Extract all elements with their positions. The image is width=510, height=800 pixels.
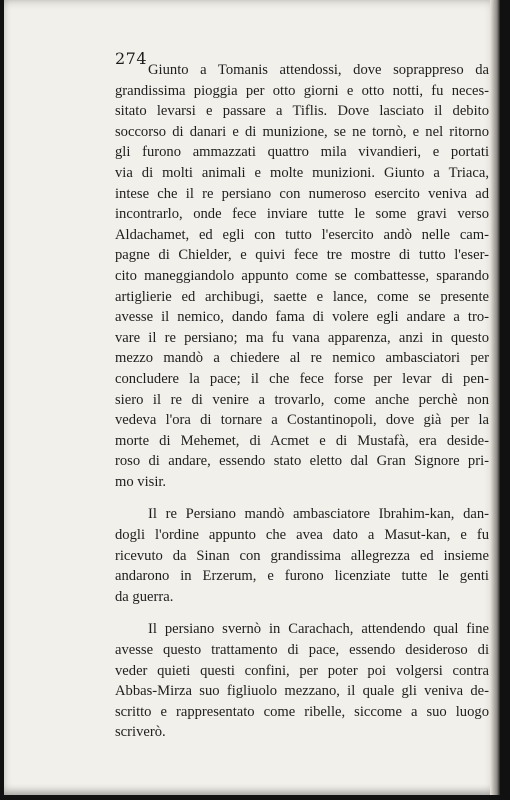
text-line: vedeva l'ora di tornare a Costantinopoli, dove già per la — [115, 412, 489, 429]
text-line: Abbas-Mirza suo figliuolo mezzano, il quale gli veniva de- — [115, 683, 489, 700]
text-line: Il persiano svernò in Carachach, attendendo qual fine — [148, 621, 489, 638]
text-line: Il re Persiano mandò ambasciatore Ibrahim-kan, dan- — [148, 506, 489, 523]
paragraph-gap — [115, 607, 489, 619]
text-line: ricevuto da Sinan con grandissima allegrezza ed insieme — [115, 547, 489, 564]
text-line: concludere la pace; il che fece forse per levar di pen- — [115, 370, 489, 387]
text-line: Aldachamet, ed egli con tutto l'esercito andò nelle cam- — [115, 226, 489, 243]
text-line: pagne di Chielder, e quivi fece tre mostre di tutto l'eser- — [115, 247, 489, 264]
text-line: incontrarlo, onde fece inviare tutte le some gravi verso — [115, 206, 489, 223]
text-line: intese che il re persiano con numeroso esercito veniva ad — [115, 185, 489, 202]
text-line: via di molti animali e molte munizioni. Giunto a Triaca, — [115, 164, 489, 181]
text-line: cito maneggiandolo appunto come se combattesse, sparando — [115, 267, 489, 284]
text-line: sitato levarsi e passare a Tiflis. Dove lasciato il debito — [115, 103, 489, 120]
text-line: Giunto a Tomanis attendossi, dove soprappreso da — [148, 62, 489, 78]
text-line: grandissima pioggia per otto giorni e otto notti, fu neces- — [115, 82, 489, 99]
book-page — [4, 0, 500, 795]
text-line: scritto e rappresentato come ribelle, siccome a suo luogo — [115, 703, 489, 720]
paragraph-1 — [115, 60, 489, 492]
paragraph-gap — [115, 492, 489, 504]
text-line: artiglierie ed archibugi, saette e lance, come se presente — [115, 288, 489, 305]
text-line: avesse il nemico, dando fama di volere egli andare a tro- — [115, 309, 489, 326]
text-line: morte di Mehemet, di Acmet e di Mustafà, era deside- — [115, 432, 489, 449]
text-line: mo visir. — [115, 473, 167, 490]
paragraph-2 — [115, 504, 489, 607]
text-line: scriverò. — [115, 724, 166, 741]
text-line: avesse questo trattamento di pace, essendo desideroso di — [115, 642, 489, 659]
page-number: 274 — [115, 49, 148, 68]
text-line: roso di andare, essendo stato eletto dal Gran Signore pri- — [115, 453, 489, 470]
text-line: mezzo mandò a chiedere al re nemico ambasciatori per — [115, 350, 489, 367]
text-line: soccorso di danari e di munizione, se ne tornò, e nel ritorno — [115, 123, 489, 140]
paragraph-3 — [115, 619, 489, 743]
page-text — [115, 60, 489, 743]
page-edge-shadow — [490, 0, 500, 795]
text-line: andarono in Erzerum, e furono licenziate tutte le genti — [115, 568, 489, 585]
text-line: gli furono ammazzati quattro mila vivandieri, e portati — [115, 144, 489, 161]
text-line: vare il re persiano; ma fu vana apparenza, anzi in questo — [115, 329, 489, 346]
text-line: da guerra. — [115, 588, 174, 605]
text-line: siero il re di venire a trovarlo, come anche perchè non — [115, 391, 489, 408]
text-line: veder quieti questi confini, per poter poi volgersi contra — [115, 662, 489, 679]
text-line: dogli l'ordine appunto che avea dato a Masut-kan, e fu — [115, 527, 489, 544]
